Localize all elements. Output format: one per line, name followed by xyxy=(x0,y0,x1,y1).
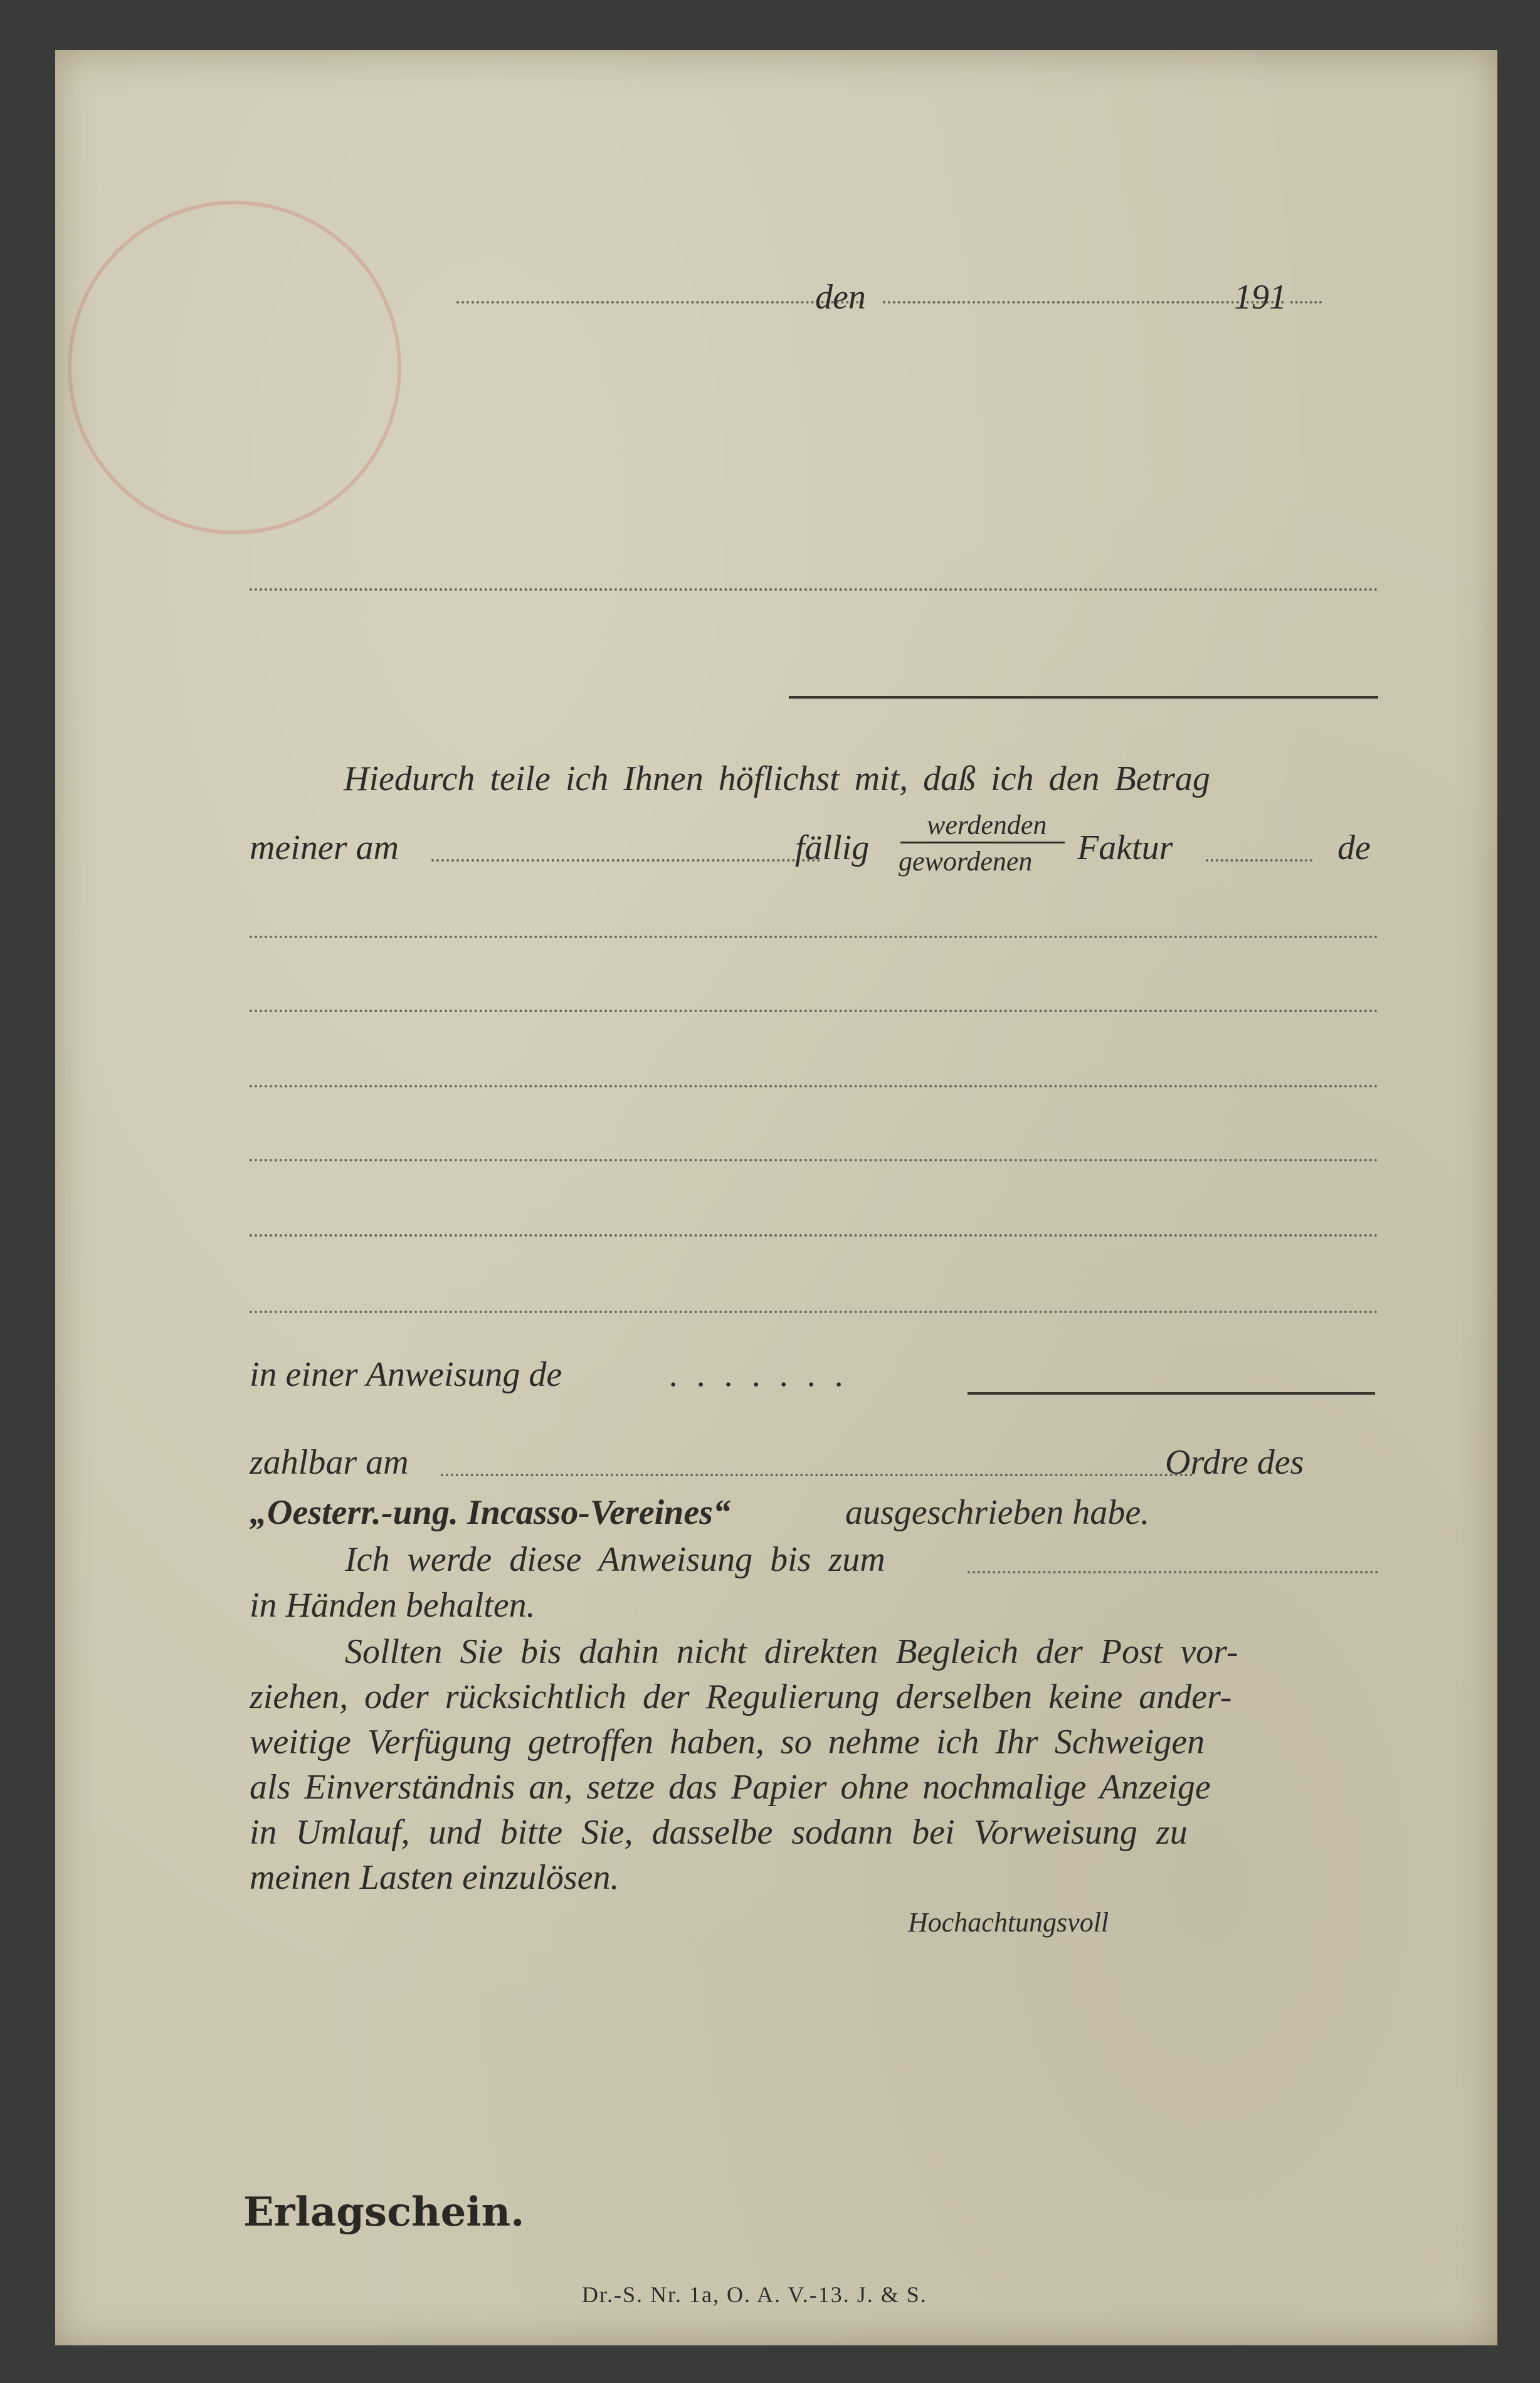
faint-stamp-mark xyxy=(68,201,401,534)
detail-fill-line xyxy=(250,1159,1378,1161)
detail-fill-line xyxy=(250,1085,1378,1087)
verein-name: „Oesterr.-ung. Incasso-Vereines“ xyxy=(250,1493,730,1532)
anweisung-label: in einer Anweisung de xyxy=(250,1355,562,1394)
detail-fill-line xyxy=(250,1234,1378,1237)
closing-text: Hochachtungsvoll xyxy=(908,1907,1109,1938)
anweisung-dots: . . . . . . . xyxy=(670,1355,849,1394)
date-fill-line xyxy=(883,301,1284,304)
den-label: den xyxy=(815,278,866,317)
in-haenden-text: in Händen behalten. xyxy=(250,1586,535,1625)
para-line: in Umlauf, und bitte Sie, dasselbe sodann bei Vorweisung zu xyxy=(250,1813,1188,1852)
year-prefix: 191 xyxy=(1234,278,1287,317)
addressee-fill-line xyxy=(250,588,1378,591)
para-line: als Einverständnis an, setze das Papier ohne nochmalige Anzeige xyxy=(250,1768,1211,1807)
faktur-fill-line xyxy=(1206,859,1312,862)
ich-werde-text: Ich werde diese Anweisung bis zum xyxy=(345,1540,885,1579)
detail-fill-line xyxy=(250,936,1378,938)
anweisung-amount-line xyxy=(968,1392,1375,1395)
para-line: weitige Verfügung getroffen haben, so nehme ich Ihr Schweigen xyxy=(250,1723,1205,1762)
document-sheet xyxy=(55,50,1497,2345)
para-line: Sollten Sie bis dahin nicht direkten Begleich der Post vor- xyxy=(345,1632,1238,1671)
de-label: de xyxy=(1337,828,1371,867)
detail-fill-line xyxy=(250,1010,1378,1012)
zahlbar-date-fill-line xyxy=(441,1474,1193,1476)
addressee-underline xyxy=(789,696,1378,699)
para-line: meinen Lasten einzulösen. xyxy=(250,1858,620,1897)
faktur-label: Faktur xyxy=(1077,828,1173,867)
intro-line: Hiedurch teile ich Ihnen höflichst mit, daß ich den Betrag xyxy=(344,759,1210,798)
fraction-top: werdenden xyxy=(927,810,1047,840)
ordre-des-label: Ordre des xyxy=(1165,1443,1304,1482)
zahlbar-am-label: zahlbar am xyxy=(250,1443,409,1482)
faellig-label: fällig xyxy=(795,828,870,867)
due-date-fill-line xyxy=(431,859,820,862)
fraction-bottom: gewordenen xyxy=(899,846,1033,877)
fraction-line xyxy=(900,842,1065,843)
detail-fill-line xyxy=(250,1311,1378,1313)
para-line: ziehen, oder rücksichtlich der Regulierung derselben keine ander- xyxy=(250,1678,1232,1716)
ausgeschrieben-text: ausgeschrieben habe. xyxy=(845,1493,1150,1532)
form-title: Erlagschein. xyxy=(243,2189,525,2236)
meiner-am-label: meiner am xyxy=(250,828,399,867)
place-fill-line xyxy=(456,301,864,304)
print-code: Dr.-S. Nr. 1a, O. A. V.-13. J. & S. xyxy=(582,2282,927,2307)
year-fill-line xyxy=(1290,301,1322,304)
hold-until-fill-line xyxy=(968,1571,1378,1573)
